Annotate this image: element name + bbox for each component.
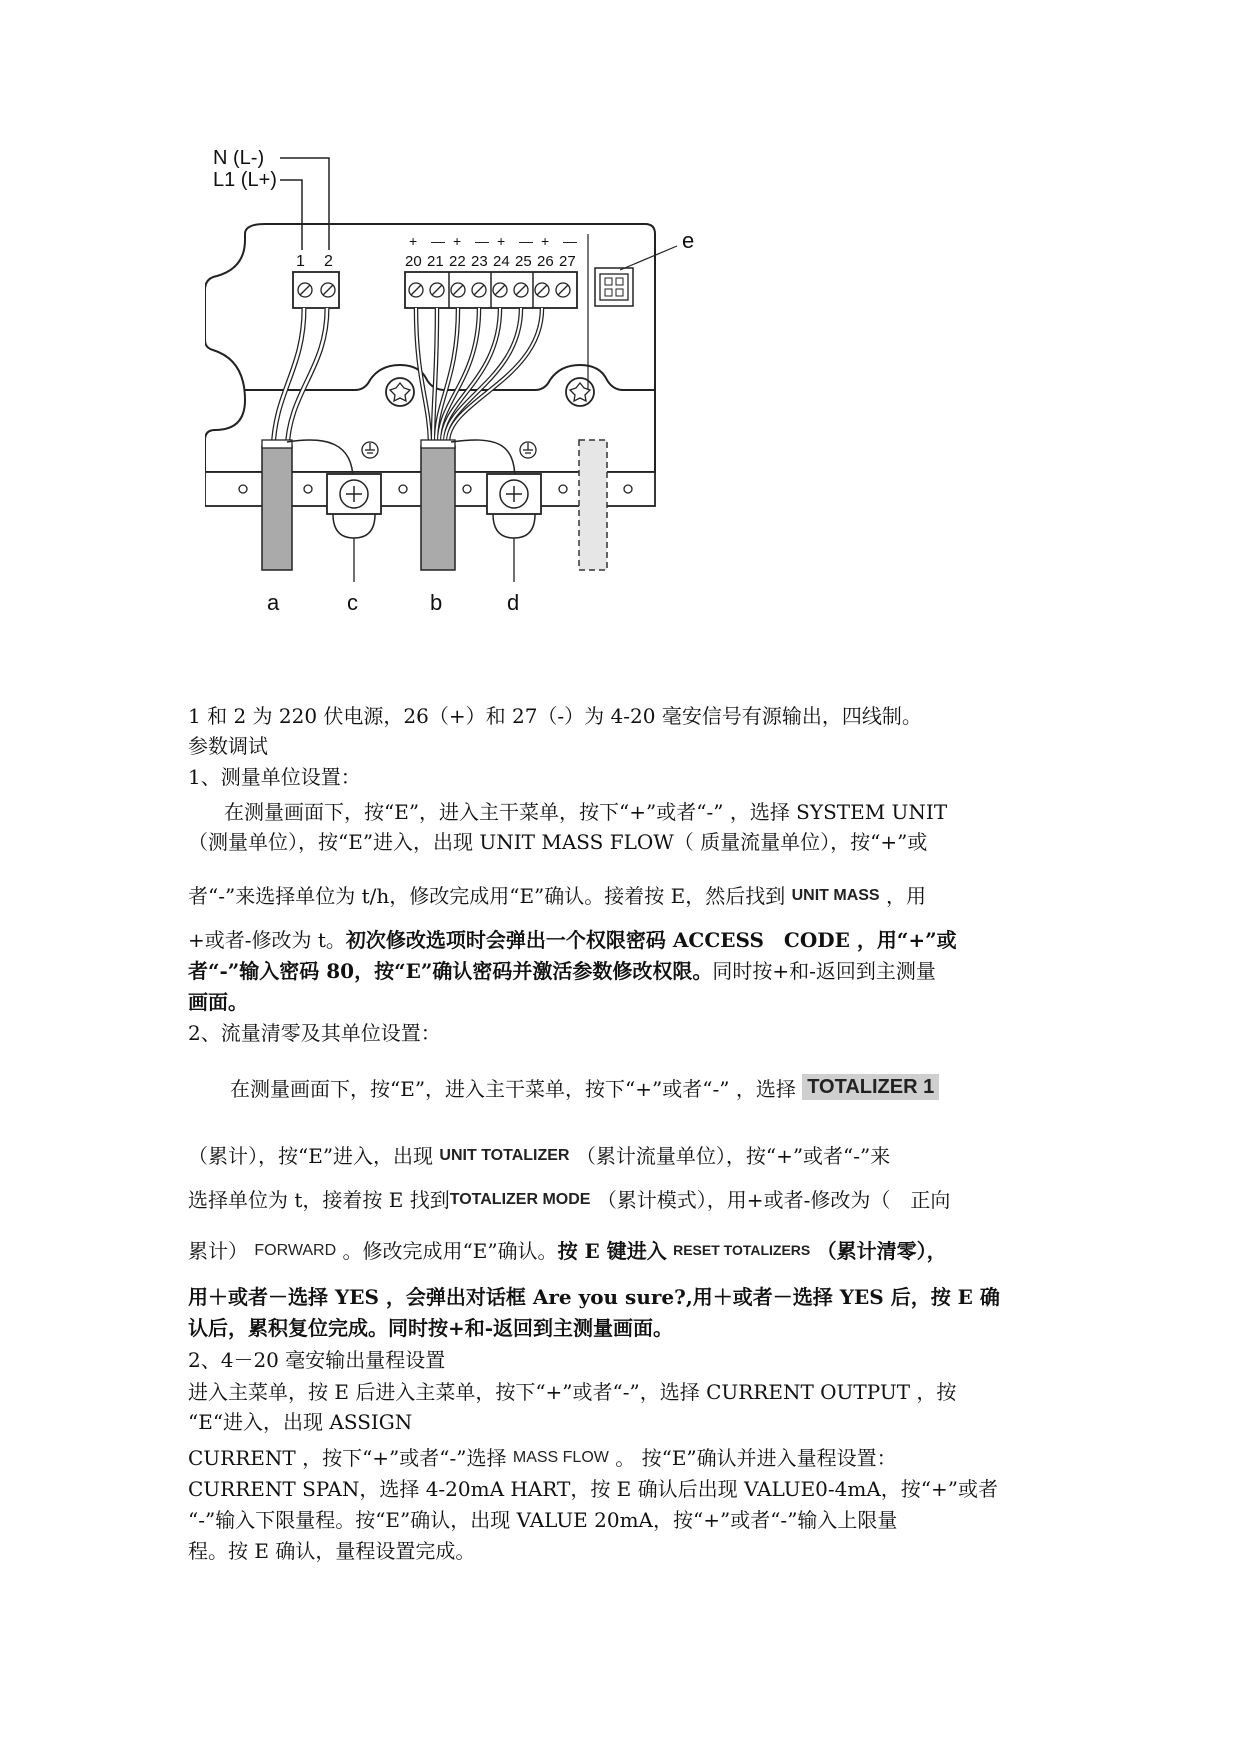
terminal-2-label: 2: [324, 253, 333, 270]
terminal-21-label: 21: [427, 253, 444, 270]
text-run: （累计流量单位），按“+”或者“-”来: [575, 1144, 891, 1168]
ground-right-icon: [520, 442, 536, 458]
polarity-22: +: [453, 233, 462, 249]
text-line: [188, 1240, 1083, 1261]
screw-right-icon: [566, 378, 594, 406]
text-line: “-”输入下限量程。按“E”确认，出现 VALUE 20mA，按“+”或者“-”输入上限量: [188, 1508, 898, 1532]
text-run: 者“-”来选择单位为 t/h，修改完成用“E”确认。接着按 E，然后找到: [188, 884, 786, 908]
text-run-bold: （累计清零），: [816, 1239, 947, 1263]
text-run: +或者-修改为 t。: [188, 928, 346, 952]
polarity-23: —: [475, 233, 489, 249]
polarity-21: —: [431, 233, 445, 249]
polarity-26: +: [541, 233, 550, 249]
text-run: （累计模式），用+或者-修改为（ 正向: [596, 1188, 951, 1212]
text-run: CURRENT ，按下“+”或者“-”选择: [188, 1446, 507, 1470]
menu-label-unit-totalizer: UNIT TOTALIZER: [439, 1147, 570, 1164]
section-heading: 1、测量单位设置：: [188, 765, 361, 789]
text-line: [188, 1190, 1083, 1210]
text-line: 参数调试: [188, 734, 268, 758]
text-line: CURRENT SPAN，选择 4-20mA HART，按 E 确认后出现 VALUE0-4mA，按“+”或者: [188, 1477, 998, 1501]
text-line: 在测量画面下，按“E”，进入主干菜单，按下“+”或者“-” ，选择 SYSTEM UNIT: [224, 800, 948, 824]
terminal-27-label: 27: [559, 253, 576, 270]
polarity-20: +: [409, 233, 418, 249]
text-run-bold: 者“-”输入密码 80，按“E”确认密码并激活参数修改权限。: [188, 959, 713, 983]
text-run: （累计），按“E”进入，出现: [188, 1144, 434, 1168]
menu-label-totalizer-1: TOTALIZER 1: [802, 1074, 939, 1100]
text-run: 累计）: [188, 1239, 248, 1263]
terminal-24-label: 24: [493, 253, 510, 270]
text-line: 1 和 2 为 220 伏电源，26（+）和 27（-）为 4-20 毫安信号有源输出，四线制。: [188, 704, 922, 728]
text-run: 同时按+和-返回到主测量: [712, 959, 936, 983]
section-heading: 2、流量清零及其单位设置：: [188, 1021, 441, 1045]
terminal-22-label: 22: [449, 253, 466, 270]
text-line: [188, 1077, 1125, 1099]
text-line: “E“进入，出现 ASSIGN: [188, 1410, 413, 1434]
menu-label-forward: FORWARD: [254, 1242, 337, 1259]
text-run: 选择单位为 t，接着按 E 找到: [188, 1188, 450, 1212]
terminal-23-label: 23: [471, 253, 488, 270]
wiring-diagram: [205, 150, 785, 695]
optional-cable: [579, 440, 607, 570]
cable-a: [262, 446, 292, 570]
terminal-1-label: 1: [296, 253, 305, 270]
label-n: N (L-): [213, 150, 265, 169]
terminal-20-label: 20: [405, 253, 422, 270]
text-line: [188, 1146, 1083, 1166]
ground-left-icon: [362, 442, 378, 458]
callout-d: d: [507, 590, 520, 615]
section-heading: 2、4－20 毫安输出量程设置: [188, 1348, 446, 1372]
text-run-bold: 初次修改选项时会弹出一个权限密码 ACCESS CODE ，用“+”或: [345, 928, 957, 952]
text-line: [188, 886, 1083, 906]
text-line: [188, 930, 1083, 950]
text-line: 用＋或者－选择 YES ，会弹出对话框 Are you sure?,用＋或者－选择 YES 后，按 E 确: [188, 1285, 1000, 1309]
screw-left-icon: [386, 378, 414, 406]
text-line: 画面。: [188, 990, 248, 1014]
cable-b: [421, 446, 455, 570]
text-line: 程。按 E 确认，量程设置完成。: [188, 1539, 476, 1563]
text-line: [188, 961, 1083, 981]
callout-c: c: [347, 590, 358, 615]
text-run: 在测量画面下，按“E”，进入主干菜单，按下“+”或者“-” ，选择: [230, 1077, 796, 1101]
terminal-25-label: 25: [515, 253, 532, 270]
text-line: （测量单位），按“E”进入，出现 UNIT MASS FLOW（ 质量流量单位），按“+”或: [188, 830, 928, 854]
callout-a: a: [267, 590, 280, 615]
text-run: 。 按“E”确认并进入量程设置：: [615, 1446, 897, 1470]
menu-label-reset-totalizers: RESET TOTALIZERS: [673, 1242, 811, 1258]
text-line: [188, 1448, 1083, 1468]
polarity-27: —: [563, 233, 577, 249]
text-run: 。修改完成用“E”确认。: [342, 1239, 558, 1263]
text-line: 认后，累积复位完成。同时按+和-返回到主测量画面。: [188, 1316, 674, 1340]
text-run-bold: 按 E 键进入: [557, 1239, 667, 1263]
polarity-24: +: [497, 233, 506, 249]
text-line: 进入主菜单，按 E 后进入主菜单，按下“+”或者“-”，选择 CURRENT OUTPUT ，按: [188, 1380, 957, 1404]
power-terminal-block: [293, 272, 339, 308]
callout-b: b: [430, 590, 443, 615]
callout-e: e: [682, 228, 695, 253]
menu-label-unit-mass: UNIT MASS: [791, 887, 880, 904]
menu-label-mass-flow: MASS FLOW: [512, 1449, 609, 1466]
label-l1: L1 (L+): [213, 169, 277, 191]
polarity-25: —: [519, 233, 533, 249]
terminal-26-label: 26: [537, 253, 554, 270]
text-run: ，用: [885, 884, 926, 908]
menu-label-totalizer-mode: TOTALIZER MODE: [449, 1191, 591, 1208]
